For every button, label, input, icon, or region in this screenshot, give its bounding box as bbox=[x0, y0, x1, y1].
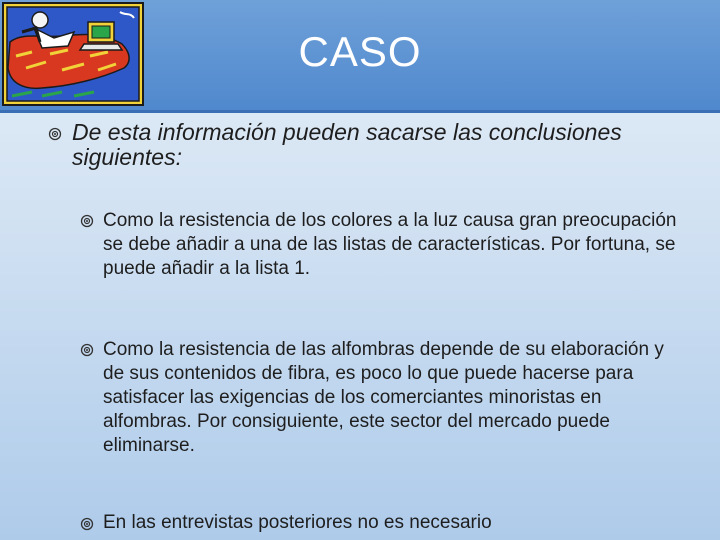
point-3-text: En las entrevistas posteriores no es necesario bbox=[103, 512, 492, 533]
bullet-icon bbox=[80, 214, 94, 228]
title-divider bbox=[0, 110, 720, 113]
point-1-text: Como la resistencia de los colores a la luz causa gran preocupación se debe añadir a una de las listas de características. Por fortuna, se puede añadir a la lista 1. bbox=[103, 210, 677, 279]
bullet-icon bbox=[80, 517, 94, 531]
bullet-icon bbox=[80, 343, 94, 357]
point-2-text: Como la resistencia de las alfombras depende de su elaboración y de sus contenidos de fibra, es poco lo que puede hacerse para satisfacer las exigencias de los comerciantes minoristas en alfombras. Por consiguiente, este sector del mercado puede eliminarse. bbox=[103, 339, 664, 456]
bullet-icon bbox=[48, 127, 62, 141]
slide-title: CASO bbox=[298, 28, 422, 75]
intro-text: De esta información pueden sacarse las conclusiones siguientes: bbox=[72, 119, 622, 170]
